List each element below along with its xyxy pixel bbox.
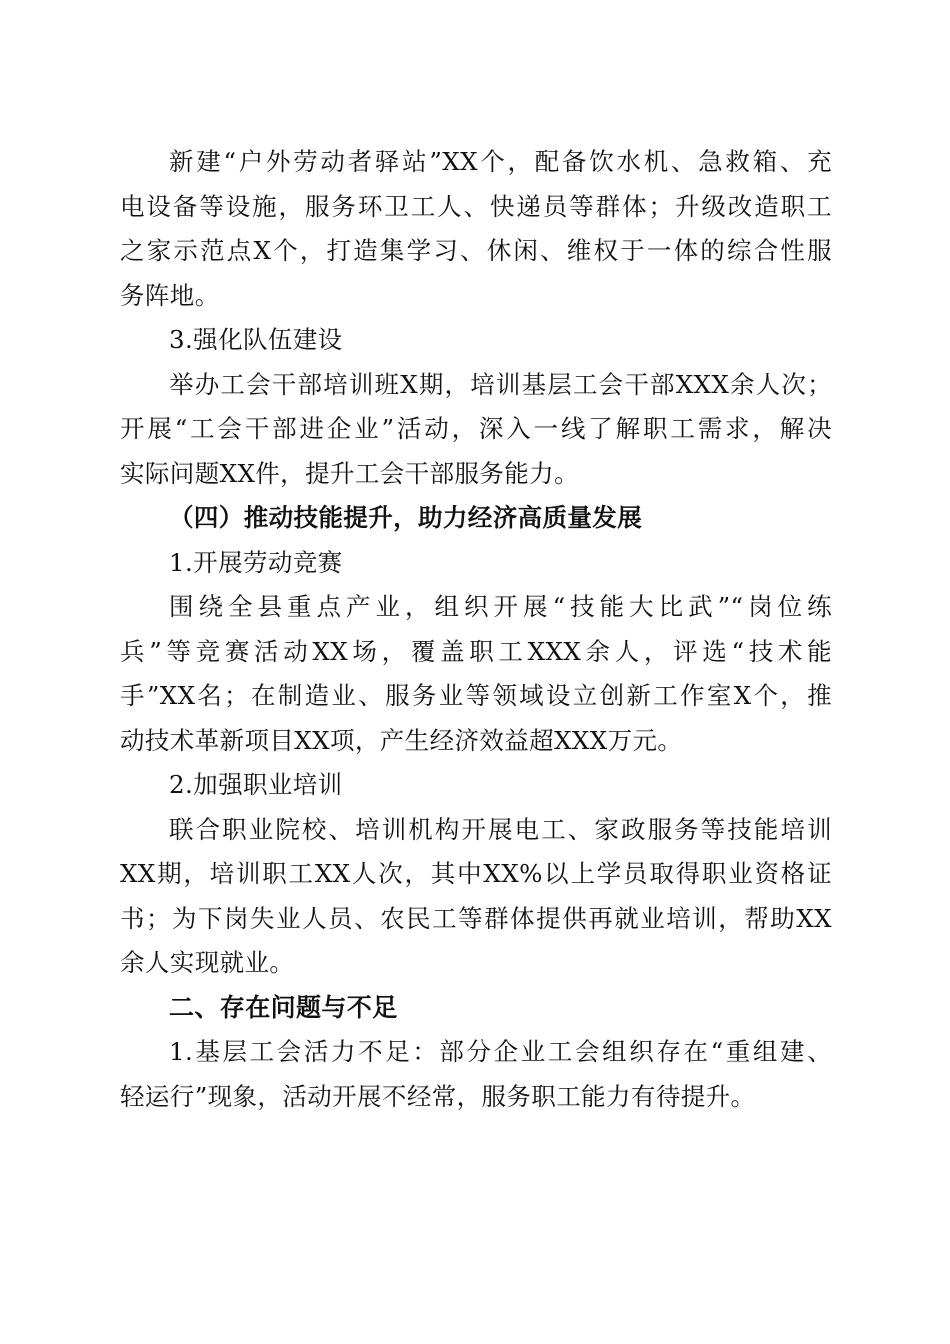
paragraph-outdoor-stations: [120, 140, 832, 318]
document-page: [120, 140, 832, 1119]
text-line: 兵”等竞赛活动XX场，覆盖职工XXX余人，评选“技术能: [120, 636, 832, 666]
text-line: 电设备等设施，服务环卫工人、快递员等群体；升级改造职工: [120, 191, 832, 221]
subheading-vocational-training: 2.加强职业培训: [169, 770, 343, 799]
text-line: 动技术革新项目XX项，产生经济效益超XXX万元。: [120, 725, 683, 755]
paragraph-cadre-training: [120, 363, 832, 497]
text-line: 余人实现就业。: [120, 948, 295, 977]
text-line: 书；为下岗失业人员、农民工等群体提供再就业培训，帮助XX: [120, 903, 832, 933]
text-line: 实际问题XX件，提升工会干部服务能力。: [120, 458, 579, 488]
text-line: 轻运行”现象，活动开展不经常，服务职工能力有待提升。: [120, 1081, 756, 1111]
text-line: 之家示范点X个，打造集学习、休闲、维权于一体的综合性服: [120, 236, 832, 265]
text-line: 举办工会干部培训班X期，培训基层工会干部XXX余人次；: [169, 369, 832, 399]
text-line: 务阵地。: [120, 280, 220, 310]
paragraph-competition: [120, 585, 832, 763]
text-line: 新建“户外劳动者驿站”XX个，配备饮水机、急救箱、充: [169, 147, 832, 176]
chapter-heading-problems: 二、存在问题与不足: [169, 992, 398, 1022]
paragraph-vocational-training: [120, 808, 832, 986]
paragraph-problem-1: [120, 1030, 832, 1119]
section-heading-skills: （四）推动技能提升，助力经济高质量发展: [169, 503, 643, 532]
text-line: 手”XX名；在制造业、服务业等领域设立创新工作室X个，推: [120, 681, 832, 710]
text-line: XX期，培训职工XX人次，其中XX%以上学员取得职业资格证: [120, 859, 832, 888]
subheading-team-building: 3.强化队伍建设: [169, 325, 343, 354]
text-line: 1.基层工会活力不足：部分企业工会组织存在“重组建、: [169, 1037, 832, 1066]
subheading-labor-competition: 1.开展劳动竞赛: [169, 547, 343, 577]
text-line: 开展“工会干部进企业”活动，深入一线了解职工需求，解决: [120, 414, 832, 443]
text-line: 联合职业院校、培训机构开展电工、家政服务等技能培训: [169, 814, 832, 844]
text-line: 围绕全县重点产业，组织开展“技能大比武”“岗位练: [169, 592, 832, 621]
